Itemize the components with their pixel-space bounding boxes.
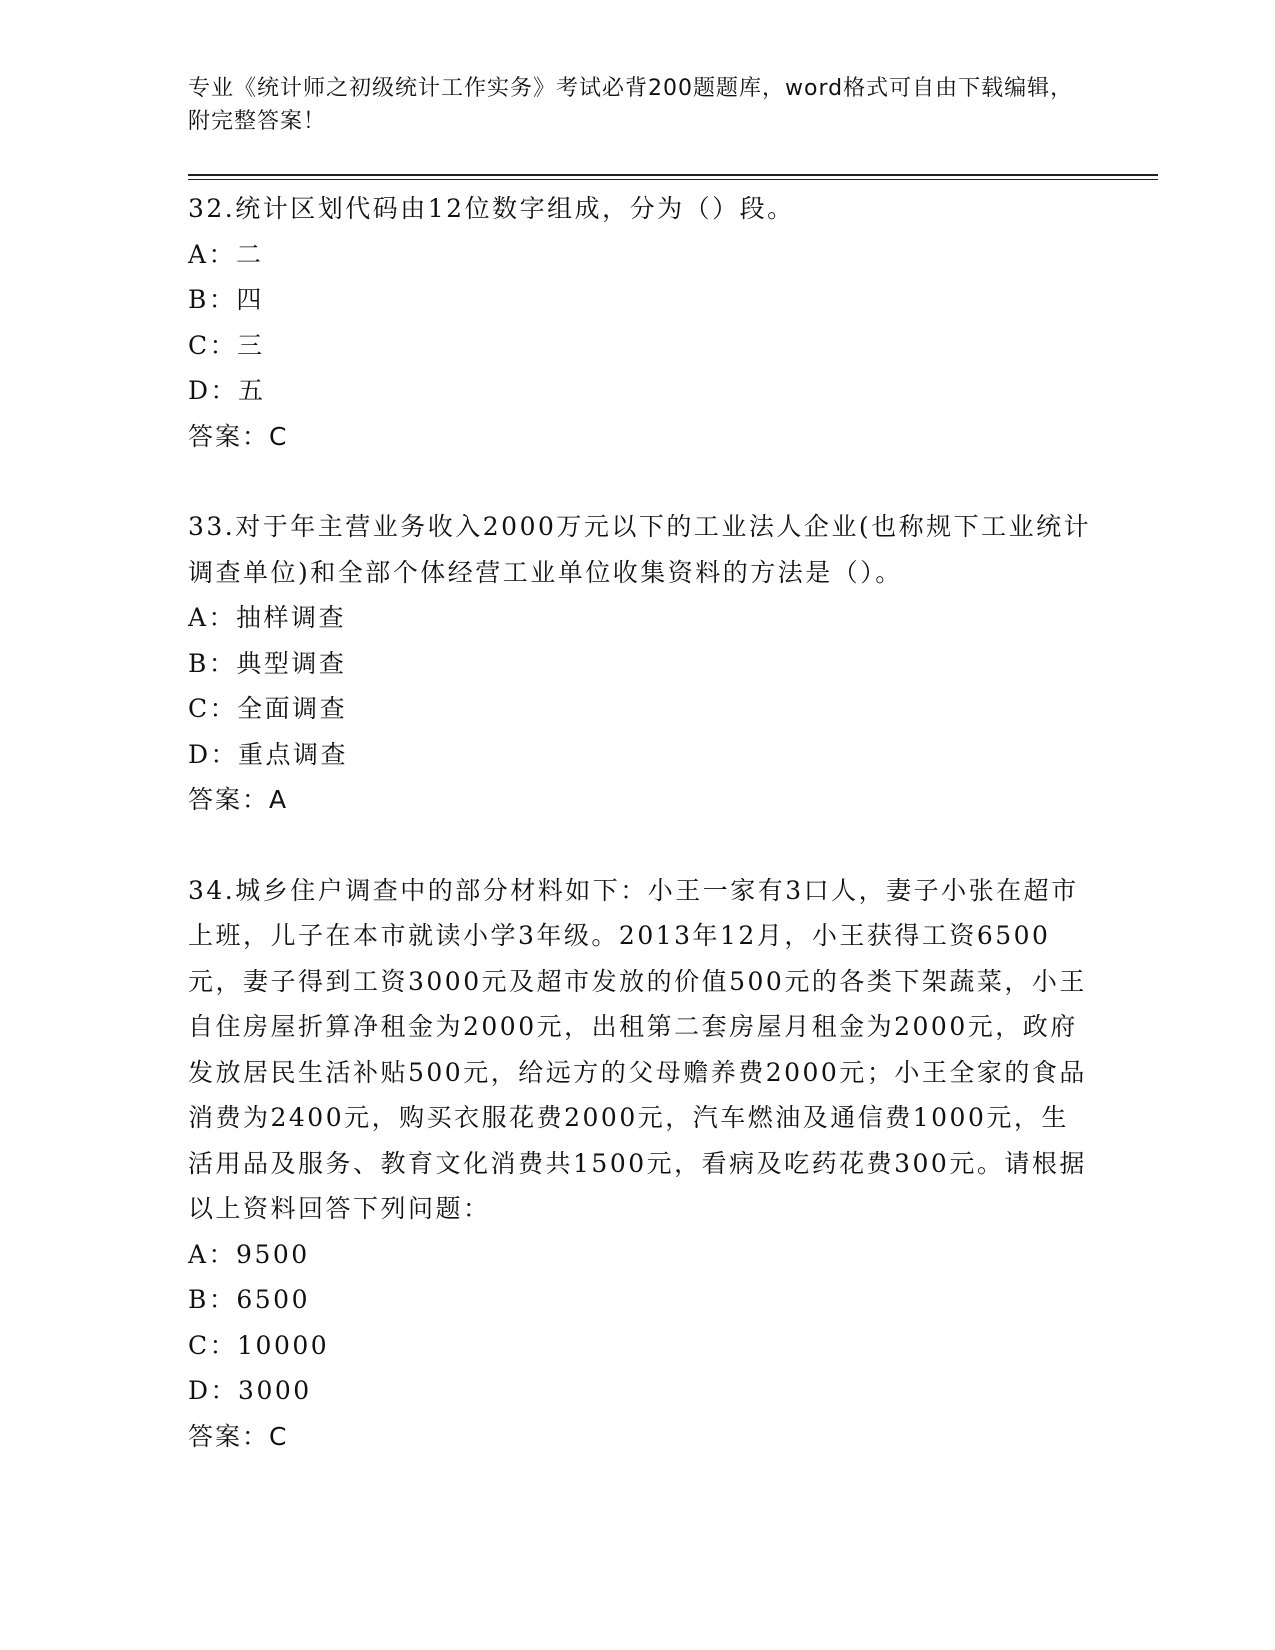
header-divider [188,174,1158,180]
option-d: D：3000 [188,1376,312,1405]
question-text: 33.对于年主营业务收入2000万元以下的工业法人企业(也称规下工业统计调查单位)和全部个体经营工业单位收集资料的方法是（）。 [188,512,1092,587]
option-a: A：二 [188,239,264,269]
document-page [188,72,1158,1459]
question-32 [188,186,1158,459]
option-c: C：三 [188,330,265,360]
option-c: C：10000 [188,1330,330,1360]
answer-label: 答案：C [188,421,289,451]
option-b: B：6500 [188,1285,310,1314]
option-a: A：抽样调查 [188,603,347,632]
question-text: 34.城乡住户调查中的部分材料如下：小王一家有3口人，妻子小张在超市上班，儿子在本市就读小学3年级。2013年12月，小王获得工资6500元，妻子得到工资3000元及超市发放的价值500元的各类下架蔬菜，小王自住房屋折算净租金为2000元，出租第二套房屋月租金为2000元，政府发放居民生活补贴500元，给远方的父母赡养费2000元；小王全家的食品消费为2400元，购买衣服花费2000元，汽车燃油及通信费1000元，生活用品及服务、教育文化消费共1500元，看病及吃药花费300元。请根据以上资料回答下列问题： [188,875,1087,1223]
question-text: 32.统计区划代码由12位数字组成，分为（）段。 [188,194,795,223]
question-33 [188,504,1158,823]
header-note: 专业《统计师之初级统计工作实务》考试必背200题题库，word格式可自由下载编辑，附完整答案！ [188,76,1074,134]
answer-label: 答案：C [188,1421,289,1451]
option-a: A：9500 [188,1239,310,1269]
spacer [188,823,1158,868]
option-d: D：重点调查 [188,739,349,769]
spacer [188,459,1158,504]
question-34 [188,868,1158,1460]
question-list [188,186,1158,1459]
option-b: B：典型调查 [188,648,347,678]
option-c: C：全面调查 [188,694,348,723]
option-b: B：四 [188,285,264,314]
option-d: D：五 [188,376,266,405]
answer-label: 答案：A [188,785,289,814]
